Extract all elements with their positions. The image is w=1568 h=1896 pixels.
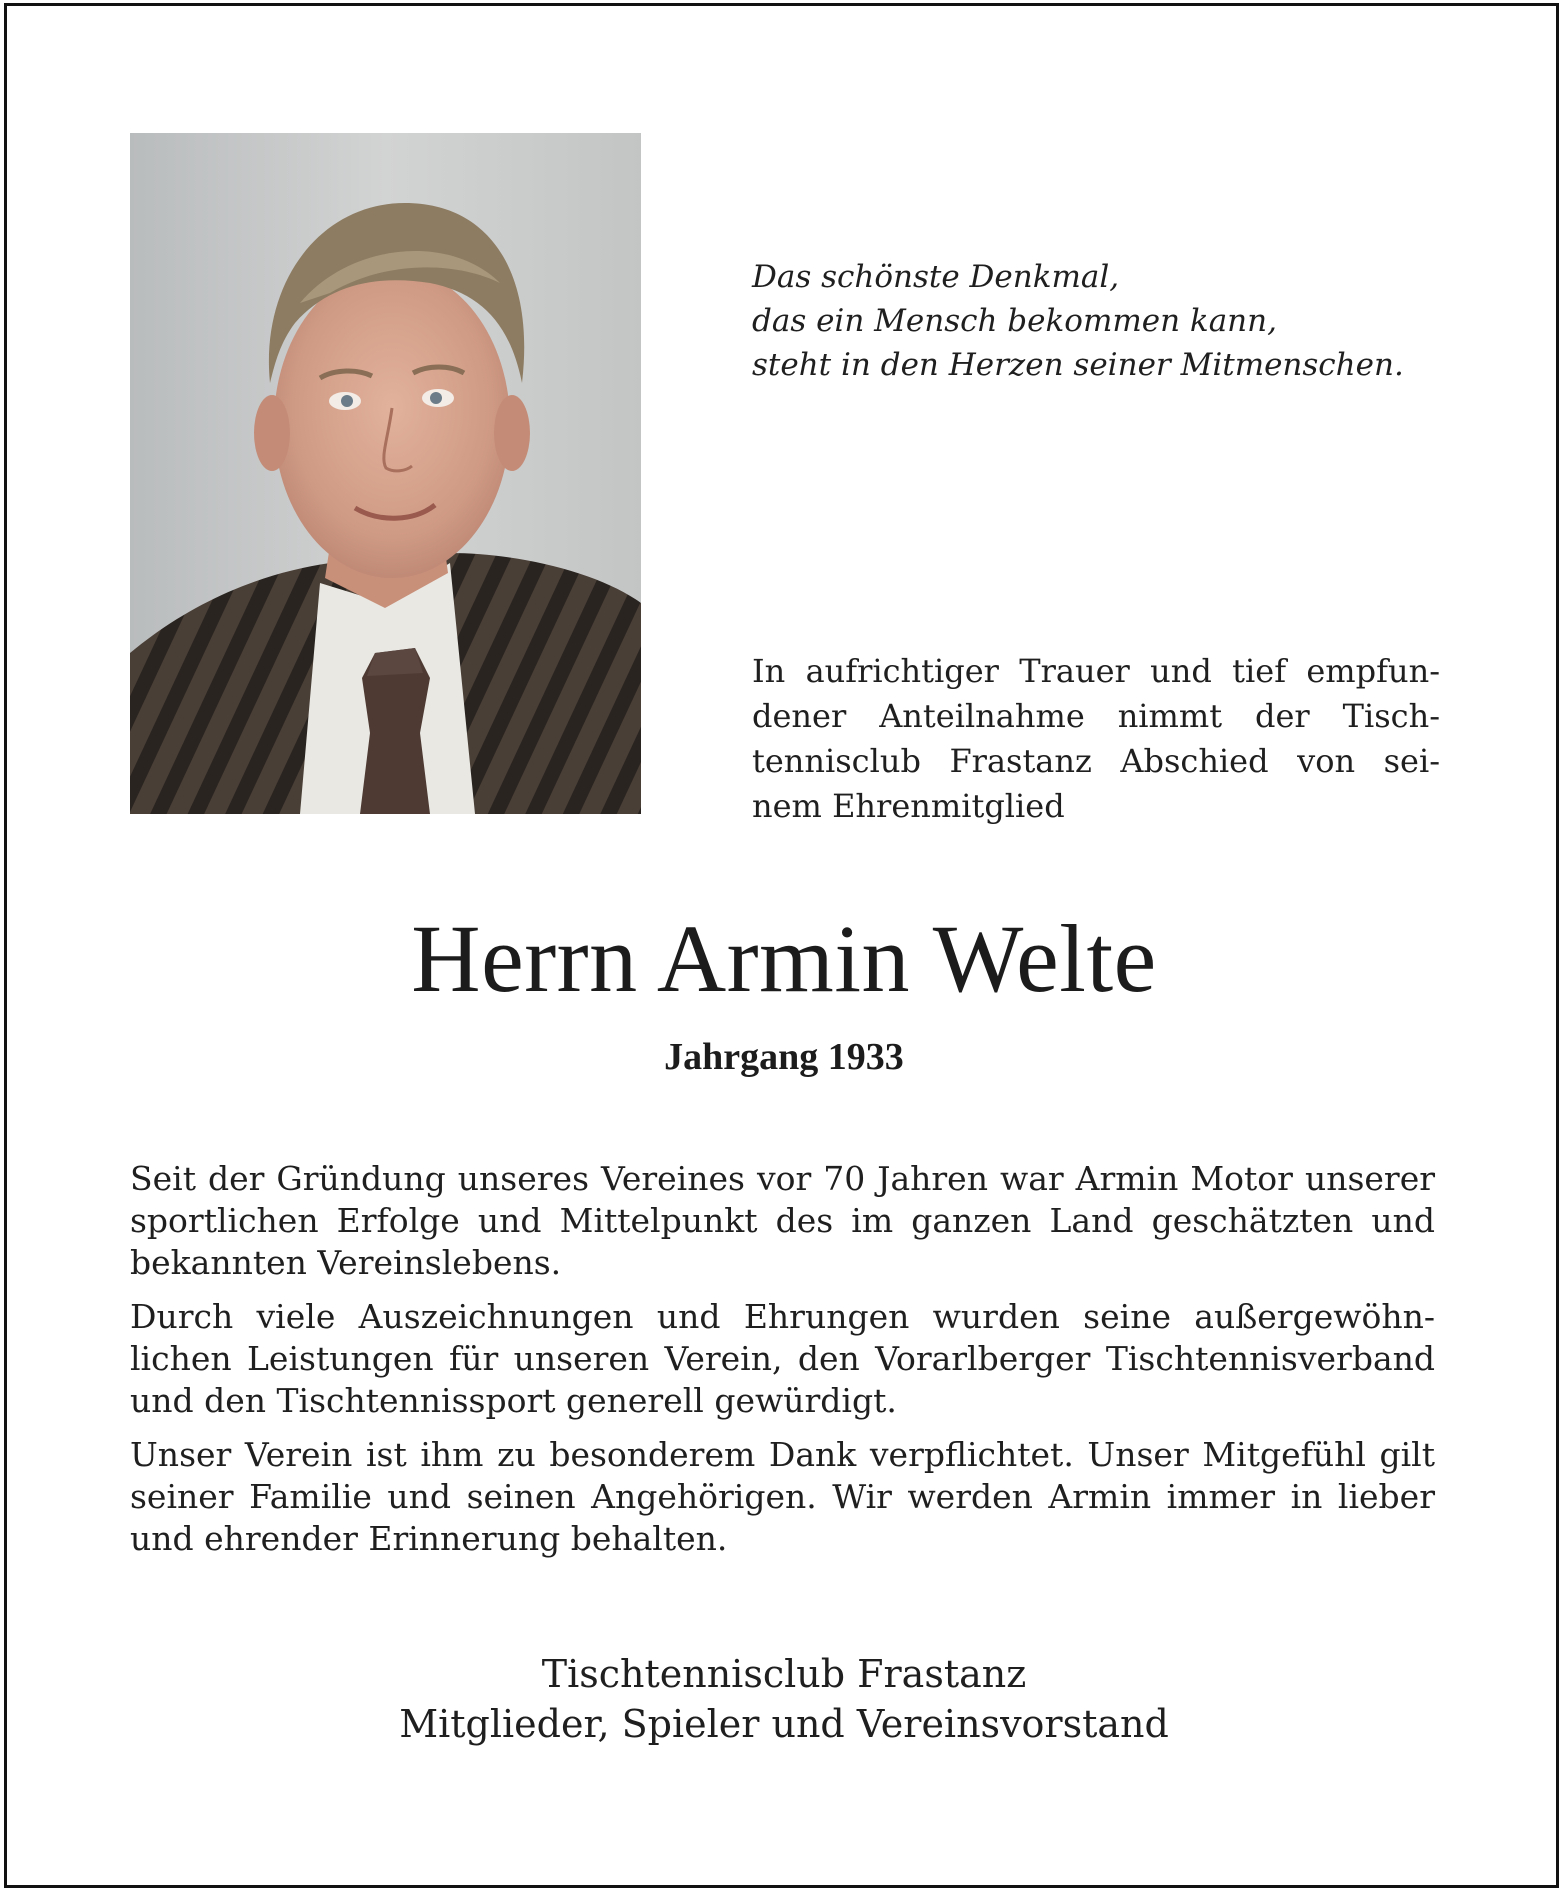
intro-paragraph bbox=[752, 649, 1440, 829]
deceased-name: Herrn Armin Welte bbox=[411, 905, 1157, 1012]
quote-line: Das schönste Denkmal, bbox=[752, 259, 1120, 295]
body-line: bekannten Vereinslebens. bbox=[130, 1243, 562, 1282]
body-line: Durch viele Auszeichnungen und Ehrungen wurden seine außergewöhn- bbox=[130, 1297, 1435, 1336]
intro-line: In aufrichtiger Trauer und tief empfun- bbox=[752, 652, 1440, 690]
body-paragraph bbox=[130, 1296, 1435, 1422]
body-line: seiner Familie und seinen Angehörigen. Wir werden Armin immer in lieber bbox=[130, 1477, 1435, 1516]
body-line: und den Tischtennissport generell gewürdigt. bbox=[130, 1381, 897, 1420]
signature-members: Mitglieder, Spieler und Vereinsvorstand bbox=[399, 1702, 1169, 1746]
intro-line: tennisclub Frastanz Abschied von sei- bbox=[752, 742, 1440, 780]
memorial-quote bbox=[752, 255, 1472, 387]
portrait-photo-icon bbox=[130, 133, 641, 814]
birth-year: Jahrgang 1933 bbox=[664, 1036, 904, 1078]
body-line: sportlichen Erfolge und Mittelpunkt des im ganzen Land geschätzten und bbox=[130, 1201, 1435, 1240]
body-line: Seit der Gründung unseres Vereines vor 70 Jahren war Armin Motor unserer bbox=[130, 1159, 1435, 1198]
signature-club: Tischtennisclub Frastanz bbox=[541, 1652, 1027, 1696]
body-line: Unser Verein ist ihm zu besonderem Dank verpflichtet. Unser Mitgefühl gilt bbox=[130, 1435, 1435, 1474]
quote-line: das ein Mensch bekommen kann, bbox=[752, 303, 1277, 339]
body-line: lichen Leistungen für unseren Verein, den Vorarlberger Tischtennisverband bbox=[130, 1339, 1435, 1378]
body-paragraph bbox=[130, 1158, 1435, 1284]
intro-line: dener Anteilnahme nimmt der Tisch- bbox=[752, 697, 1440, 735]
intro-line: nem Ehrenmitglied bbox=[752, 787, 1065, 825]
signature-block bbox=[0, 1649, 1568, 1749]
body-paragraph bbox=[130, 1434, 1435, 1560]
body-line: und ehrender Erinnerung behalten. bbox=[130, 1519, 728, 1558]
obituary-body bbox=[130, 1158, 1435, 1572]
quote-line: steht in den Herzen seiner Mitmenschen. bbox=[752, 347, 1404, 383]
